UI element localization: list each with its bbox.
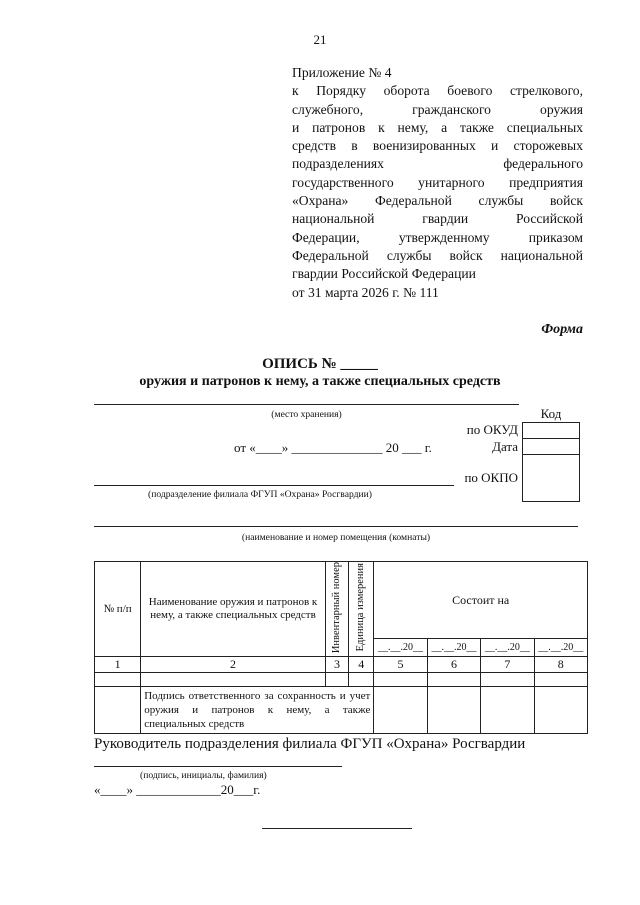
empty-cell (349, 673, 374, 687)
sign-line (94, 766, 342, 767)
signature-line: специальных средств (144, 718, 245, 731)
state-date-4: __.__.20__ (534, 639, 587, 657)
col-unit-header (349, 562, 374, 657)
okud-cell (522, 422, 580, 439)
empty-cell (534, 687, 587, 734)
signature-line: Подпись ответственного за сохранность и учет (144, 690, 371, 703)
empty-cell (427, 687, 480, 734)
inv-text: Инвентарный номер (330, 562, 342, 654)
empty-cell (325, 673, 348, 687)
annex-line: служебного, гражданского оружия (292, 101, 583, 117)
index-cell: 6 (427, 657, 480, 673)
code-header: Код (540, 406, 562, 421)
subdivision-line (94, 485, 454, 486)
index-cell: 2 (141, 657, 326, 673)
code-table (522, 406, 580, 502)
storage-line (94, 404, 519, 405)
col-num-header: № п/п (95, 562, 141, 657)
okpo-label: по ОКПО (464, 470, 518, 485)
storage-caption: (место хранения) (271, 409, 342, 420)
signature-cell (141, 687, 374, 734)
page-number: 21 (313, 32, 327, 47)
head-label: Руководитель подразделения филиала ФГУП «Охрана» Росгвардии (94, 736, 526, 752)
index-cell: 1 (95, 657, 141, 673)
annex-line: «Охрана» Федеральной службы войск (292, 193, 583, 209)
annex-line: подразделениях федерального (292, 156, 583, 172)
footer-date-line: «____» _____________20___г. (94, 782, 261, 797)
date-line: от «____» ______________ 20 ___ г. (234, 440, 432, 455)
empty-cell (427, 673, 480, 687)
state-date-3: __.__.20__ (481, 639, 534, 657)
annex-block (292, 64, 583, 302)
empty-cell (374, 673, 427, 687)
empty-cell (95, 687, 141, 734)
index-cell: 7 (481, 657, 534, 673)
empty-cell (141, 673, 326, 687)
annex-line: Федеральной службы войск национальной (292, 247, 583, 263)
annex-line: к Порядку оборота боевого стрелкового, (292, 83, 583, 99)
unit-text: Единица измерения (355, 563, 367, 652)
date-label: Дата (492, 439, 518, 454)
col-name-header: Наименование оружия и патронов к нему, а также специальных средств (141, 562, 326, 657)
annex-line: и патронов к нему, а также специальных (292, 119, 583, 135)
annex-line: от 31 марта 2026 г. № 111 (292, 284, 439, 300)
inventory-title: ОПИСЬ № _____ (262, 356, 378, 372)
inventory-table (94, 561, 588, 734)
bottom-rule (262, 828, 412, 829)
annex-line: Приложение № 4 (292, 65, 392, 80)
signature-line: оружия и патронов к нему, а также (144, 704, 371, 717)
state-date-2: __.__.20__ (427, 639, 480, 657)
room-line (94, 526, 578, 527)
sign-caption: (подпись, инициалы, фамилия) (140, 770, 267, 781)
date-cell (522, 439, 580, 455)
empty-cell (481, 687, 534, 734)
annex-line: государственного унитарного предприятия (292, 174, 583, 190)
annex-line: гвардии Российской Федерации (292, 266, 476, 282)
state-date-1: __.__.20__ (374, 639, 427, 657)
annex-line: средств в военизированных и сторожевых (292, 138, 583, 154)
index-cell: 5 (374, 657, 427, 673)
subdivision-caption: (подразделение филиала ФГУП «Охрана» Росгвардии) (148, 489, 372, 500)
form-label: Форма (541, 322, 583, 337)
index-cell: 4 (349, 657, 374, 673)
empty-cell (534, 673, 587, 687)
empty-cell (374, 687, 427, 734)
index-cell: 3 (325, 657, 348, 673)
index-cell: 8 (534, 657, 587, 673)
room-caption: (наименование и номер помещения (комнаты) (241, 532, 431, 543)
okud-label: по ОКУД (466, 422, 518, 437)
annex-line: Федерации, утвержденному приказом (292, 229, 583, 245)
empty-cell (95, 673, 141, 687)
empty-cell (481, 673, 534, 687)
col-inv-header (325, 562, 348, 657)
col-state-header: Состоит на (374, 562, 588, 639)
okpo-cell (522, 455, 580, 502)
inventory-subtitle: оружия и патронов к нему, а также специальных средств (139, 374, 501, 389)
annex-line: национальной гвардии Российской (292, 211, 583, 227)
